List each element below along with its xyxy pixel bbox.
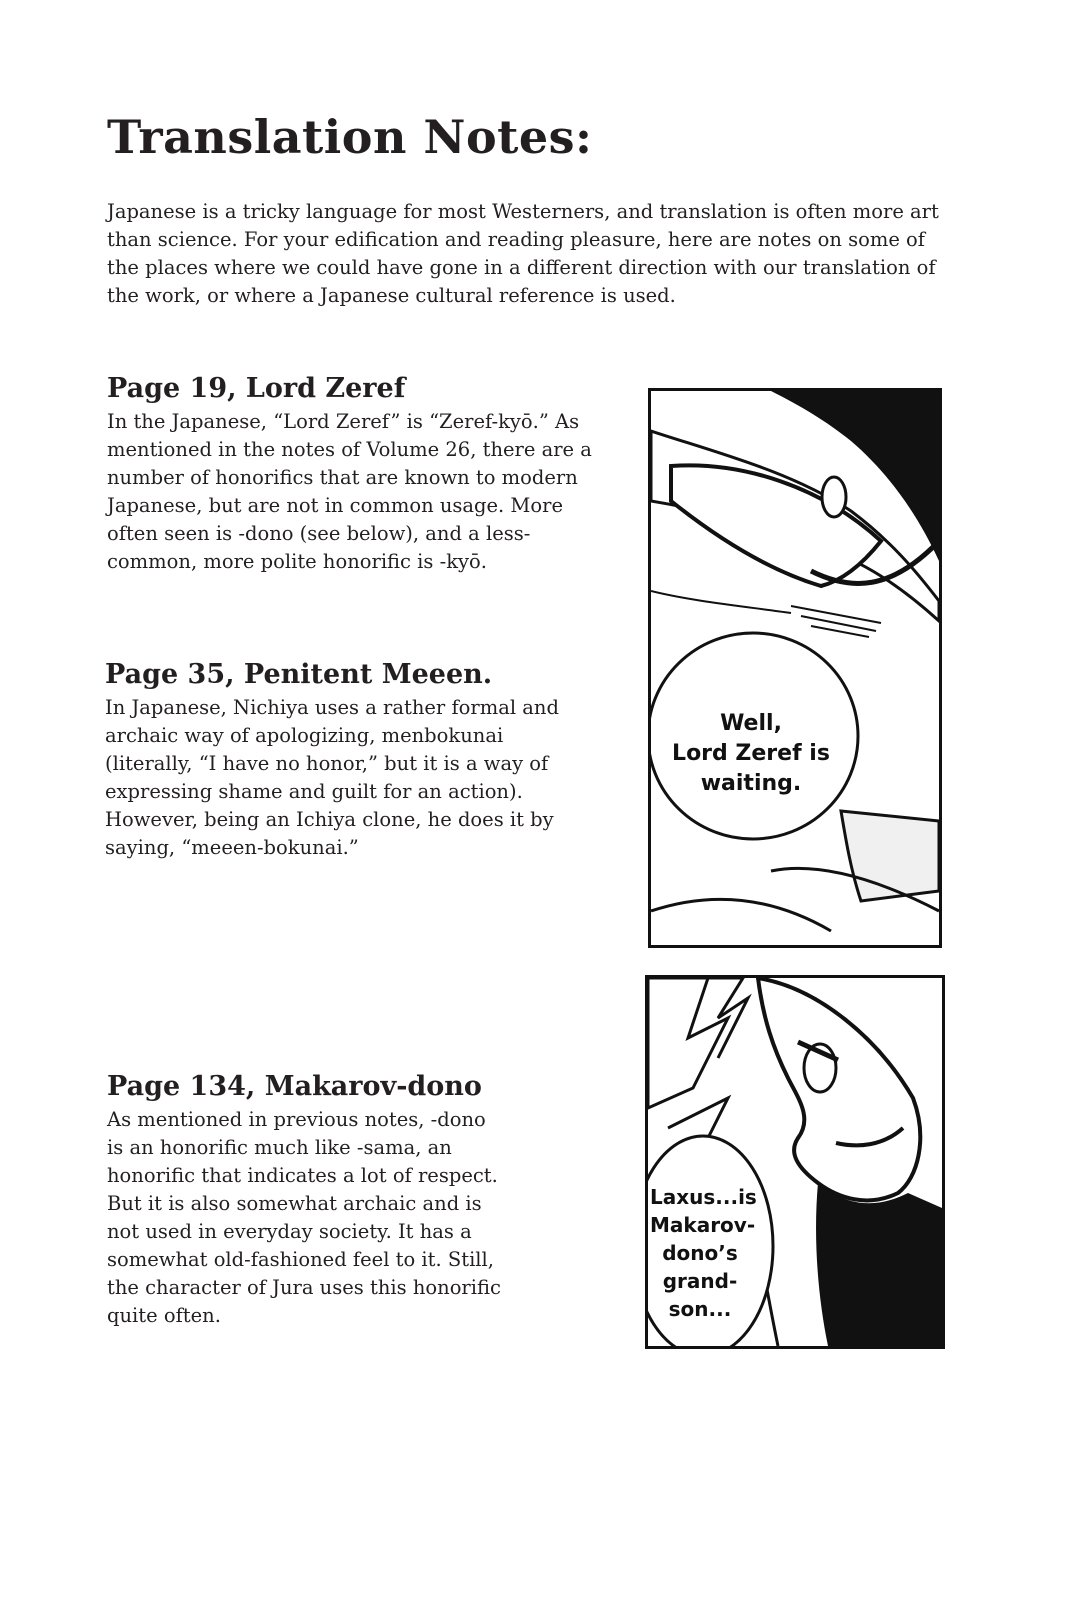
note-makarov-dono (107, 1070, 507, 1330)
note-penitent-meeen (105, 658, 595, 862)
note-heading: Page 35, Penitent Meeen. (105, 659, 493, 690)
bubble-line: dono’s (662, 1241, 738, 1265)
speech-bubble-2 (650, 1183, 757, 1323)
page-title: Translation Notes: (107, 110, 593, 164)
manga-panel-makarov (645, 975, 945, 1349)
manga-panel-zeref (648, 388, 942, 948)
speech-bubble-1 (661, 709, 841, 799)
bubble-line: grand- (662, 1269, 738, 1293)
note-lord-zeref (107, 372, 617, 576)
bubble-line: Well, (720, 711, 782, 736)
bubble-line: Lord Zeref is (672, 741, 830, 766)
note-body: As mentioned in previous notes, -dono is an honorific much like -sama, an honorific that indicates a lot of respect. But it is also somewhat archaic and is not used in everyday society. It has a somewhat old-fashioned feel to it. Still, the character of Jura uses this honorific quite often. (107, 1108, 501, 1327)
bubble-line: Laxus...is (650, 1185, 757, 1209)
bubble-line: Makarov- (650, 1213, 756, 1237)
intro-paragraph: Japanese is a tricky language for most Westerners, and translation is often more art than science. For your edification and reading pleasure, here are notes on some of the places where we could have gone in a different direction with our translation of the work, or where a Japanese cultural reference is used. (107, 200, 939, 307)
note-body: In the Japanese, “Lord Zeref” is “Zeref-kyō.” As mentioned in the notes of Volume 26, there are a number of honorifics that are known to modern Japanese, but are not in common usage. More often seen is -dono (see below), and a less-common, more polite honorific is -kyō. (107, 410, 592, 573)
manga-art-illustration (651, 391, 939, 945)
bubble-line: waiting. (700, 771, 802, 796)
note-body: In Japanese, Nichiya uses a rather formal and archaic way of apologizing, menbokunai (literally, “I have no honor,” but it is a way of expressing shame and guilt for an action). However, being an Ichiya clone, he does it by saying, “meeen-bokunai.” (105, 696, 559, 859)
bubble-line: son... (668, 1297, 732, 1321)
note-heading: Page 19, Lord Zeref (107, 373, 406, 404)
note-heading: Page 134, Makarov-dono (107, 1071, 482, 1102)
